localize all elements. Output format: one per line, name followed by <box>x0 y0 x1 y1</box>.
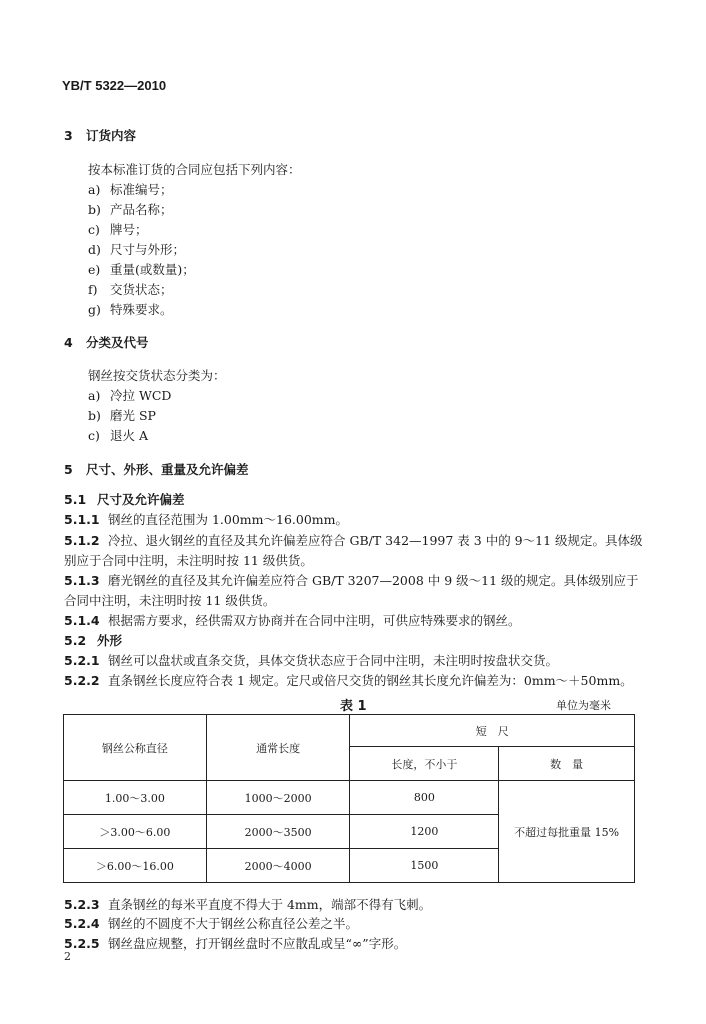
list-text: 冷拉 WCD <box>110 388 172 403</box>
header-normal-length: 通常长度 <box>206 715 350 781</box>
list-label: c) <box>88 222 100 237</box>
clause-number: 5.1.3 <box>64 573 100 588</box>
clause-5-2-5 <box>64 934 406 952</box>
clause-5-2-2 <box>64 671 633 689</box>
list-item <box>88 220 148 238</box>
clause-text: 钢丝的不圆度不大于钢丝公称直径公差之半。 <box>108 916 359 931</box>
header-short: 短 尺 <box>350 715 635 747</box>
section-5-heading <box>64 460 249 478</box>
list-label: d) <box>88 242 101 257</box>
cell-quantity-note: 不超过每批重量 15% <box>499 781 635 883</box>
list-text: 交货状态； <box>110 282 173 297</box>
section-number: 3 <box>64 128 73 143</box>
clause-number: 5.1.4 <box>64 613 100 628</box>
clause-number: 5.2.3 <box>64 897 100 912</box>
clause-5-2-3 <box>64 895 431 913</box>
list-item <box>88 260 195 278</box>
table-1 <box>63 714 635 883</box>
cell-normal-length: 2000～4000 <box>206 849 350 883</box>
list-text: 特殊要求。 <box>110 302 173 317</box>
table-unit: 单位为毫米 <box>556 699 611 712</box>
header-quantity: 数 量 <box>499 747 635 781</box>
header-min-length: 长度，不小于 <box>350 747 499 781</box>
clause-5-2-4 <box>64 914 358 932</box>
clause-5-1-1 <box>64 510 348 528</box>
clause-5-1-4 <box>64 611 521 629</box>
clause-number: 5.1 <box>64 492 87 507</box>
list-label: a) <box>88 182 101 197</box>
clause-number: 5.2.2 <box>64 673 100 688</box>
list-label: b) <box>88 408 101 423</box>
list-item <box>88 180 173 198</box>
list-label: a) <box>88 388 101 403</box>
section-title: 订货内容 <box>86 128 137 143</box>
list-item <box>88 406 156 424</box>
cell-diameter: ＞6.00～16.00 <box>64 849 207 883</box>
table-caption: 表 1 <box>340 699 367 714</box>
list-text: 尺寸与外形； <box>110 242 186 257</box>
cell-normal-length: 2000～3500 <box>206 815 350 849</box>
section-number: 4 <box>64 335 73 350</box>
list-item <box>88 200 173 218</box>
table-row <box>64 781 635 815</box>
list-item <box>88 386 171 404</box>
subsection-5-2 <box>64 631 122 649</box>
section-3-intro: 按本标准订货的合同应包括下列内容： <box>88 162 301 177</box>
subsection-5-1 <box>64 490 185 508</box>
section-4-heading <box>64 333 149 351</box>
list-item <box>88 300 173 318</box>
table-header-row <box>64 715 635 747</box>
cell-min-length: 1200 <box>350 815 499 849</box>
list-item <box>88 280 173 298</box>
clause-5-1-2 <box>64 531 643 549</box>
section-3-heading <box>64 126 136 144</box>
cell-min-length: 800 <box>350 781 499 815</box>
clause-5-2-1 <box>64 651 558 669</box>
cell-normal-length: 1000～2000 <box>206 781 350 815</box>
clause-number: 5.1.2 <box>64 533 100 548</box>
cell-min-length: 1500 <box>350 849 499 883</box>
clause-5-1-3 <box>64 571 639 589</box>
clause-title: 尺寸及允许偏差 <box>97 492 185 507</box>
section-number: 5 <box>64 462 73 477</box>
clause-number: 5.2.4 <box>64 916 100 931</box>
cell-diameter: 1.00～3.00 <box>64 781 207 815</box>
list-label: c) <box>88 428 100 443</box>
clause-5-1-2-cont: 别应于合同中注明，未注明时按 11 级供货。 <box>64 553 313 568</box>
clause-text: 磨光钢丝的直径及其允许偏差应符合 GB/T 3207—2008 中 9 级～11 级的规定。具体级别应于 <box>108 573 639 588</box>
list-item <box>88 426 148 444</box>
section-4-intro: 钢丝按交货状态分类为： <box>88 368 226 383</box>
clause-title: 外形 <box>97 633 123 648</box>
header-diameter: 钢丝公称直径 <box>64 715 207 781</box>
list-label: b) <box>88 202 101 217</box>
clause-text: 根据需方要求，经供需双方协商并在合同中注明，可供应特殊要求的钢丝。 <box>108 613 521 628</box>
clause-number: 5.2.5 <box>64 936 100 951</box>
standard-id-header: YB/T 5322—2010 <box>62 78 167 93</box>
cell-diameter: ＞3.00～6.00 <box>64 815 207 849</box>
clause-text: 钢丝可以盘状或直条交货，具体交货状态应于合同中注明，未注明时按盘状交货。 <box>108 653 559 668</box>
list-text: 重量(或数量)； <box>110 262 195 277</box>
section-title: 分类及代号 <box>86 335 149 350</box>
list-label: e) <box>88 262 101 277</box>
clause-text: 直条钢丝的每米平直度不得大于 4mm，端部不得有飞刺。 <box>108 897 432 912</box>
list-text: 退火 A <box>110 428 149 443</box>
list-text: 产品名称； <box>110 202 173 217</box>
list-text: 磨光 SP <box>110 408 156 423</box>
clause-text: 直条钢丝长度应符合表 1 规定。定尺或倍尺交货的钢丝其长度允许偏差为：0mm～＋50mm。 <box>108 673 633 688</box>
list-text: 牌号； <box>110 222 148 237</box>
clause-number: 5.2.1 <box>64 653 100 668</box>
clause-text: 钢丝的直径范围为 1.00mm～16.00mm。 <box>108 512 349 527</box>
clause-5-1-3-cont: 合同中注明，未注明时按 11 级供货。 <box>64 593 276 608</box>
clause-number: 5.2 <box>64 633 87 648</box>
clause-text: 钢丝盘应规整，打开钢丝盘时不应散乱或呈“∞”字形。 <box>108 936 407 951</box>
clause-text: 冷拉、退火钢丝的直径及其允许偏差应符合 GB/T 342—1997 表 3 中的 9～11 级规定。具体级 <box>108 533 643 548</box>
section-title: 尺寸、外形、重量及允许偏差 <box>86 462 249 477</box>
list-item <box>88 240 185 258</box>
clause-number: 5.1.1 <box>64 512 100 527</box>
list-text: 标准编号； <box>110 182 173 197</box>
list-label: g) <box>88 302 101 317</box>
list-label: f) <box>88 282 98 297</box>
page-number: 2 <box>64 950 71 963</box>
